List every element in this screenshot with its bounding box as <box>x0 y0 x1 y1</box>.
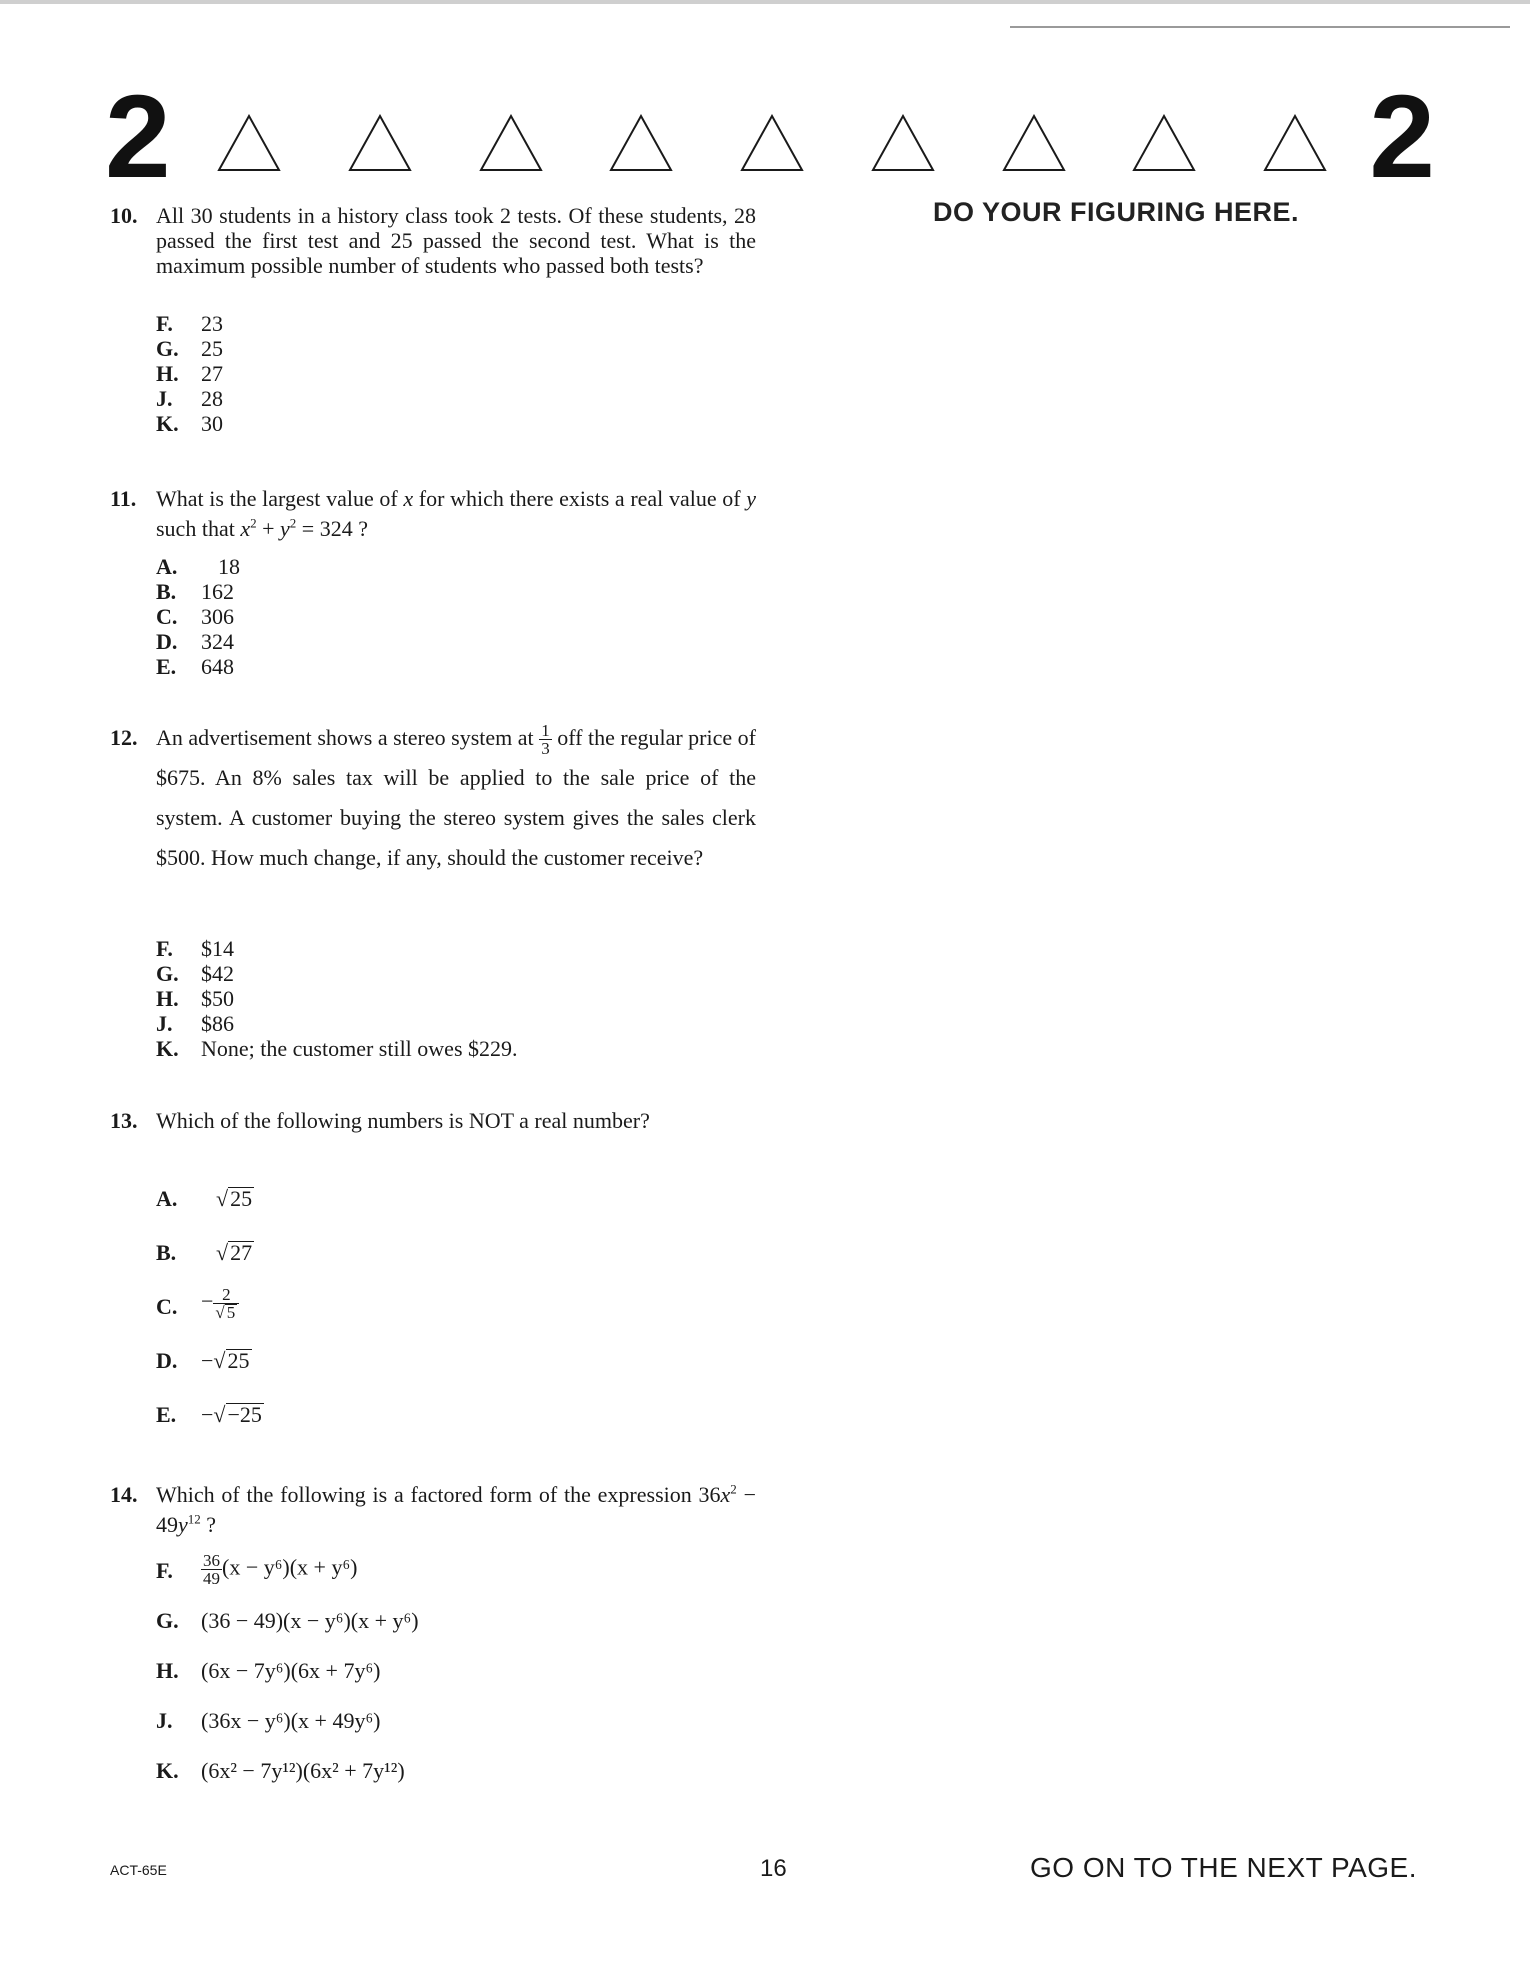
triangle-icon <box>609 114 673 172</box>
section-header <box>105 71 1435 203</box>
top-rule <box>0 0 1530 4</box>
triangle-icon <box>479 114 543 172</box>
triangle-row <box>217 100 1327 180</box>
form-code: ACT-65E <box>110 1862 167 1878</box>
question-number: 14. <box>110 1482 138 1507</box>
triangle-icon <box>217 114 281 172</box>
next-page-instruction: GO ON TO THE NEXT PAGE. <box>1030 1852 1417 1883</box>
question-text: All 30 students in a history class took 2 tests. Of these students, 28 passed the first test and 25 passed the second test. What is the maximum possible number of students who passed both tests? <box>156 203 756 278</box>
question-text: Which of the following is a factored form of the expression $36x^2 - 49y^{12}$ ? <box>156 1481 756 1537</box>
fraction-one-third: $\frac{1}{3}$ <box>541 721 550 759</box>
triangle-icon <box>1263 114 1327 172</box>
question-number: 11. <box>110 486 137 511</box>
question-text: What is the largest value of x for which there exists a real value of y such that $x^2 + y^2 = 324$ ? <box>156 486 757 541</box>
triangle-icon <box>871 114 935 172</box>
triangle-icon <box>348 114 412 172</box>
section-number-left: 2 <box>105 71 171 203</box>
question-text: An advertisement shows a stereo system at $\frac{1}{3}$ off the regular price of $675. An 8% sales tax will be applied to the sale price of the system. A customer buying the stereo system gives the sales clerk $500. How much change, if any, should the customer receive? <box>156 721 756 870</box>
top-rule-right <box>1010 26 1510 28</box>
question-number: 13. <box>110 1108 138 1133</box>
question-text: Which of the following numbers is NOT a real number? <box>156 1108 650 1133</box>
question-number: 10. <box>110 203 138 228</box>
page-number: 16 <box>760 1855 787 1882</box>
triangle-icon <box>1002 114 1066 172</box>
section-number-right: 2 <box>1369 71 1435 203</box>
question-number: 12. <box>110 725 138 750</box>
figuring-label: DO YOUR FIGURING HERE. <box>933 197 1300 227</box>
triangle-icon <box>1132 114 1196 172</box>
triangle-icon <box>740 114 804 172</box>
